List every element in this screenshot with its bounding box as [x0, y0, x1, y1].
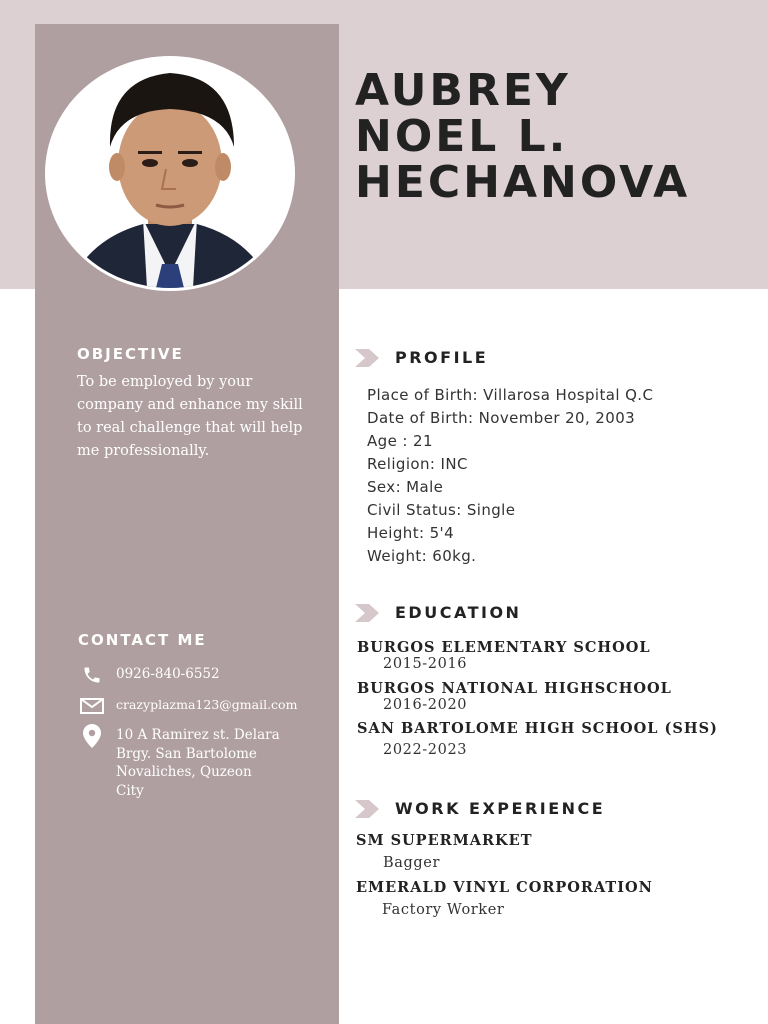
- education-school: BURGOS ELEMENTARY SCHOOL: [357, 639, 651, 656]
- profile-item: Date of Birth: November 20, 2003: [367, 409, 636, 427]
- profile-list: [367, 384, 653, 568]
- education-school: BURGOS NATIONAL HIGHSCHOOL: [357, 680, 672, 697]
- work-company: SM SUPERMARKET: [356, 832, 533, 849]
- name-line-2: NOEL L.: [355, 111, 569, 162]
- profile-item: Age : 21: [367, 432, 433, 450]
- work-company: EMERALD VINYL CORPORATION: [356, 879, 653, 896]
- objective-text: To be employed by your company and enhance my skill to real challenge that will help me professionally.: [77, 374, 303, 459]
- education-years: 2016-2020: [383, 697, 468, 713]
- chevron-arrow-icon: [355, 800, 381, 818]
- phone-number: 0926-840-6552: [116, 666, 220, 682]
- work-role: Bagger: [383, 855, 440, 871]
- profile-section-heading: [355, 348, 488, 367]
- profile-item: Height: 5'4: [367, 524, 455, 542]
- profile-item: Civil Status: Single: [367, 501, 516, 519]
- work-section-heading: [355, 799, 605, 818]
- education-years: 2015-2016: [383, 656, 468, 672]
- name-line-1: AUBREY: [355, 65, 571, 116]
- profile-item: Sex: Male: [367, 478, 444, 496]
- contact-phone: [80, 665, 220, 685]
- contact-address: [80, 726, 281, 800]
- education-years: 2022-2023: [383, 742, 468, 758]
- objective-heading: OBJECTIVE: [77, 345, 184, 363]
- education-section-heading: [355, 603, 521, 622]
- education-school: SAN BARTOLOME HIGH SCHOOL (SHS): [357, 720, 718, 737]
- education-heading: EDUCATION: [395, 603, 522, 622]
- map-pin-icon: [80, 726, 104, 746]
- profile-heading: PROFILE: [395, 348, 489, 367]
- chevron-arrow-icon: [355, 349, 381, 367]
- phone-icon: [80, 665, 104, 685]
- envelope-icon: [80, 696, 104, 716]
- chevron-arrow-icon: [355, 604, 381, 622]
- profile-photo: [48, 59, 292, 288]
- profile-item: Religion: INC: [367, 455, 468, 473]
- work-heading: WORK EXPERIENCE: [395, 799, 606, 818]
- candidate-name: [355, 65, 691, 208]
- contact-email: [80, 696, 297, 716]
- email-address: crazyplazma123@gmail.com: [116, 697, 298, 712]
- contact-heading: CONTACT ME: [78, 631, 207, 649]
- work-role: Factory Worker: [382, 902, 505, 918]
- name-line-3: HECHANOVA: [355, 157, 691, 208]
- profile-item: Weight: 60kg.: [367, 547, 477, 565]
- profile-item: Place of Birth: Villarosa Hospital Q.C: [367, 386, 654, 404]
- address-text: 10 A Ramirez st. Delara Brgy. San Bartolome Novaliches, Quzeon City: [116, 727, 280, 799]
